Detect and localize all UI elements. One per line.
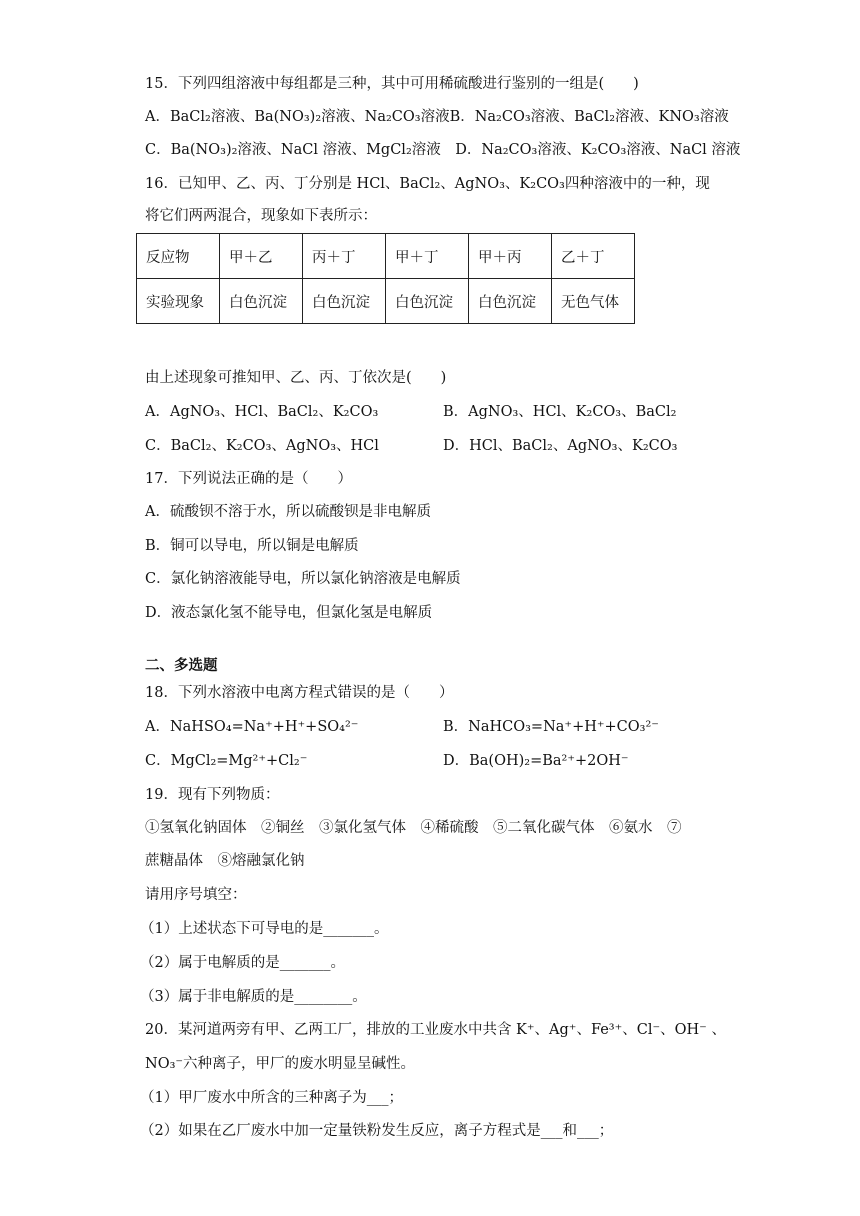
table-cell: 白色沉淀 [469, 279, 552, 324]
q20-stem-line2: NO₃⁻六种离子，甲厂的废水明显呈碱性。 [145, 1056, 416, 1072]
q16-option-c: C．BaCl₂、K₂CO₃、AgNO₃、HCl [145, 438, 379, 454]
table-cell: 实验现象 [137, 279, 220, 324]
q16-option-a: A．AgNO₃、HCl、BaCl₂、K₂CO₃ [145, 404, 379, 420]
q19-sub3: （3）属于非电解质的是________。 [140, 989, 367, 1005]
table-cell: 丙＋丁 [303, 234, 386, 279]
q17-stem: 17．下列说法正确的是（ ） [145, 471, 352, 487]
q20-sub2: （2）如果在乙厂废水中加一定量铁粉发生反应，离子方程式是___和___； [140, 1123, 614, 1139]
q18-option-b: B．NaHCO₃=Na⁺+H⁺+CO₃²⁻ [443, 719, 659, 735]
q16-option-b: B．AgNO₃、HCl、K₂CO₃、BaCl₂ [443, 404, 677, 420]
q16-option-d: D．HCl、BaCl₂、AgNO₃、K₂CO₃ [443, 438, 678, 454]
q15-options-line2: C．Ba(NO₃)₂溶液、NaCl 溶液、MgCl₂溶液 D．Na₂CO₃溶液、K₂CO₃溶液、NaCl 溶液 [145, 142, 741, 158]
q20-sub1: （1）甲厂废水中所含的三种离子为___； [140, 1090, 403, 1106]
table-cell: 白色沉淀 [220, 279, 303, 324]
q17-option-d: D．液态氯化氢不能导电，但氯化氢是电解质 [145, 605, 433, 621]
table-row [137, 279, 635, 324]
q18-option-c: C．MgCl₂=Mg²⁺+Cl₂⁻ [145, 753, 308, 769]
q15-stem: 15．下列四组溶液中每组都是三种，其中可用稀硫酸进行鉴别的一组是( ) [145, 76, 639, 92]
section-heading: 二、多选题 [145, 657, 218, 674]
table-cell: 反应物 [137, 234, 220, 279]
q16-stem-line2: 将它们两两混合，现象如下表所示： [145, 208, 377, 224]
q17-option-a: A．硫酸钡不溶于水，所以硫酸钡是非电解质 [145, 504, 431, 520]
q19-sub2: （2）属于电解质的是_______。 [140, 955, 345, 971]
q18-option-d: D．Ba(OH)₂=Ba²⁺+2OH⁻ [443, 753, 629, 769]
q19-sub1: （1）上述状态下可导电的是_______。 [140, 921, 389, 937]
table-cell: 甲＋丙 [469, 234, 552, 279]
q19-items-line2: 蔗糖晶体 ⑧熔融氯化钠 [145, 853, 305, 869]
q20-stem-line1: 20．某河道两旁有甲、乙两工厂，排放的工业废水中共含 K⁺、Ag⁺、Fe³⁺、Cl⁻、OH⁻ 、 [145, 1022, 726, 1038]
q19-stem: 19．现有下列物质： [145, 787, 280, 803]
table-cell: 白色沉淀 [386, 279, 469, 324]
q17-option-b: B．铜可以导电，所以铜是电解质 [145, 538, 359, 554]
table-cell: 无色气体 [552, 279, 635, 324]
table-cell: 甲＋乙 [220, 234, 303, 279]
reaction-table [136, 233, 635, 324]
table-header-row [137, 234, 635, 279]
q16-ask: 由上述现象可推知甲、乙、丙、丁依次是( ) [145, 370, 447, 386]
q17-option-c: C．氯化钠溶液能导电，所以氯化钠溶液是电解质 [145, 571, 461, 587]
q16-stem-line1: 16．已知甲、乙、丙、丁分别是 HCl、BaCl₂、AgNO₃、K₂CO₃四种溶液中的一种，现 [145, 176, 710, 192]
q18-option-a: A．NaHSO₄=Na⁺+H⁺+SO₄²⁻ [145, 719, 359, 735]
q19-instruction: 请用序号填空： [145, 887, 247, 903]
table-cell: 甲＋丁 [386, 234, 469, 279]
q19-items-line1: ①氢氧化钠固体 ②铜丝 ③氯化氢气体 ④稀硫酸 ⑤二氧化碳气体 ⑥氨水 ⑦ [145, 820, 682, 836]
table-cell: 乙＋丁 [552, 234, 635, 279]
q18-stem: 18．下列水溶液中电离方程式错误的是（ ） [145, 685, 454, 701]
table-cell: 白色沉淀 [303, 279, 386, 324]
q15-options-line1: A．BaCl₂溶液、Ba(NO₃)₂溶液、Na₂CO₃溶液B．Na₂CO₃溶液、BaCl₂溶液、KNO₃溶液 [145, 109, 729, 125]
